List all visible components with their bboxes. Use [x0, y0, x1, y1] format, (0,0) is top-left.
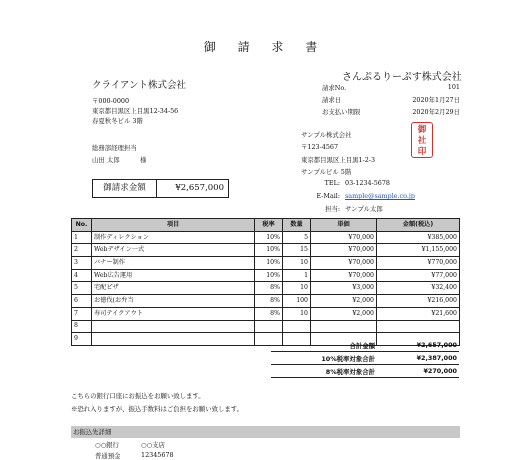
cell-qty: 100: [283, 295, 311, 308]
cell-amount: ¥216,000: [377, 295, 460, 308]
issuer-company: サンプル株式会社: [301, 131, 352, 139]
cell-unit-price: ¥70,000: [311, 231, 377, 244]
total-value: ¥2,387,000: [416, 354, 457, 362]
cell-rate: 10%: [255, 231, 283, 244]
cell-rate: 10%: [255, 257, 283, 270]
cell-item: [92, 333, 255, 346]
invoice-amount-value: ¥2,657,000: [175, 183, 224, 193]
meta-label: お支払い期限: [322, 108, 361, 116]
fee-note: ※恐れ入りますが、振込手数料はご負担をお願い致します。: [71, 405, 244, 413]
client-name: クライアント株式会社: [92, 80, 187, 91]
table-row: [72, 295, 460, 308]
meta-value: 2020年2月29日: [412, 108, 460, 116]
cell-amount: ¥32,400: [377, 282, 460, 295]
cell-unit-price: ¥3,000: [311, 282, 377, 295]
cell-item: 寿司テイクアウト: [92, 307, 255, 320]
invoice-amount-label: 御請求金額: [93, 180, 157, 197]
cell-no: 5: [72, 282, 92, 295]
cell-no: 4: [72, 269, 92, 282]
total-label: 10%税率対象合計: [321, 355, 375, 363]
account-number: 12345678: [141, 451, 174, 459]
meta-value: 2020年1月27日: [412, 96, 460, 104]
meta-due-date: [322, 107, 460, 116]
cell-rate: 8%: [255, 282, 283, 295]
col-header-no: No.: [72, 219, 92, 232]
cell-rate: 10%: [255, 244, 283, 257]
cell-no: 7: [72, 307, 92, 320]
bank-name: ○○銀行: [95, 441, 119, 449]
rep-label: 担当:: [325, 205, 340, 213]
col-header-unit-price: 単価: [311, 219, 377, 232]
cell-item: 制作ディレクション: [92, 231, 255, 244]
tel-label: TEL:: [324, 179, 340, 187]
cell-no: 6: [72, 295, 92, 308]
cell-item: お徳伐(お弁当: [92, 295, 255, 308]
cell-no: 8: [72, 320, 92, 333]
cell-unit-price: ¥70,000: [311, 269, 377, 282]
cell-unit-price: ¥70,000: [311, 244, 377, 257]
table-row: [72, 231, 460, 244]
client-person: 山田 太郎: [92, 156, 120, 164]
stamp-char: 印: [417, 147, 427, 157]
cell-amount: ¥770,000: [377, 257, 460, 270]
cell-qty: 10: [283, 282, 311, 295]
cell-amount: ¥1,155,000: [377, 244, 460, 257]
client-department: 総務部経理担当: [92, 144, 137, 152]
meta-value: 101: [447, 83, 460, 91]
table-row: [72, 320, 460, 333]
rep-name: サンプル太郎: [345, 205, 383, 213]
cell-item: 宅配ピザ: [92, 282, 255, 295]
total-label: 8%税率対象合計: [325, 368, 375, 376]
cell-unit-price: ¥70,000: [311, 257, 377, 270]
meta-label: 請求No.: [322, 84, 347, 92]
cell-no: 1: [72, 231, 92, 244]
cell-qty: 10: [283, 307, 311, 320]
issuer-name: さんぷるりーぷす株式会社: [342, 72, 462, 83]
cell-amount: ¥77,000: [377, 269, 460, 282]
cell-amount: [377, 320, 460, 333]
cell-unit-price: ¥2,000: [311, 295, 377, 308]
issuer-postal: 〒123-4567: [301, 143, 339, 151]
tax10-total-row: [271, 352, 459, 365]
table-row: [72, 244, 460, 257]
issuer-address-line1: 東京都目黒区上目黒1-2-3: [301, 156, 376, 164]
total-label: 合計金額: [349, 342, 375, 350]
cell-item: バナー制作: [92, 257, 255, 270]
email-link[interactable]: sample@sample.co.jp: [345, 192, 415, 200]
table-row: [72, 307, 460, 320]
cell-qty: 1: [283, 269, 311, 282]
client-address-line2: 春夏秋冬ビル 3階: [92, 117, 143, 125]
bank-branch: ○○支店: [141, 441, 165, 449]
client-honorific: 様: [140, 156, 147, 164]
total-amount-row: [271, 339, 459, 352]
tax8-total-row: [271, 365, 459, 378]
total-value: ¥2,657,000: [416, 341, 457, 349]
cell-no: 3: [72, 257, 92, 270]
invoice-amount-box: [92, 179, 229, 198]
stamp-char: 社: [417, 136, 427, 146]
invoice-title: 御 請 求 書: [203, 40, 327, 54]
table-header-row: [72, 219, 460, 232]
total-value: ¥270,000: [423, 367, 457, 375]
col-header-amount: 金額(税込): [377, 219, 460, 232]
col-header-qty: 数量: [283, 219, 311, 232]
cell-no: 9: [72, 333, 92, 346]
meta-invoice-no: [322, 83, 460, 92]
cell-qty: 10: [283, 257, 311, 270]
cell-qty: [283, 320, 311, 333]
cell-item: Webデザイン一式: [92, 244, 255, 257]
cell-unit-price: ¥2,000: [311, 307, 377, 320]
cell-rate: 10%: [255, 269, 283, 282]
cell-rate: 8%: [255, 295, 283, 308]
cell-unit-price: [311, 320, 377, 333]
table-row: [72, 269, 460, 282]
col-header-rate: 税率: [255, 219, 283, 232]
cell-no: 2: [72, 244, 92, 257]
col-header-item: 項目: [92, 219, 255, 232]
cell-qty: 15: [283, 244, 311, 257]
meta-label: 請求日: [322, 96, 342, 104]
line-items-table: [71, 218, 460, 346]
cell-qty: 5: [283, 231, 311, 244]
cell-rate: 8%: [255, 307, 283, 320]
cell-item: Web広告運用: [92, 269, 255, 282]
company-seal-stamp: [411, 122, 433, 158]
cell-item: [92, 320, 255, 333]
cell-amount: ¥21,600: [377, 307, 460, 320]
bank-details-heading: お振込先詳細: [71, 426, 460, 438]
cell-amount: ¥385,000: [377, 231, 460, 244]
cell-rate: [255, 320, 283, 333]
tel-value: 03-1234-5678: [345, 179, 390, 187]
issuer-address-line2: サンプルビル 5階: [301, 168, 352, 176]
payment-note: こちらの銀行口座にお振込をお願い致します。: [71, 392, 205, 400]
client-postal: 〒000-0000: [92, 97, 130, 105]
table-row: [72, 257, 460, 270]
stamp-char: 御: [417, 125, 427, 135]
meta-invoice-date: [322, 95, 460, 104]
table-row: [72, 282, 460, 295]
email-label: E-Mail:: [316, 192, 340, 200]
account-type: 普通預金: [95, 452, 121, 460]
client-address-line1: 東京都目黒区上目黒12-34-56: [92, 107, 179, 115]
